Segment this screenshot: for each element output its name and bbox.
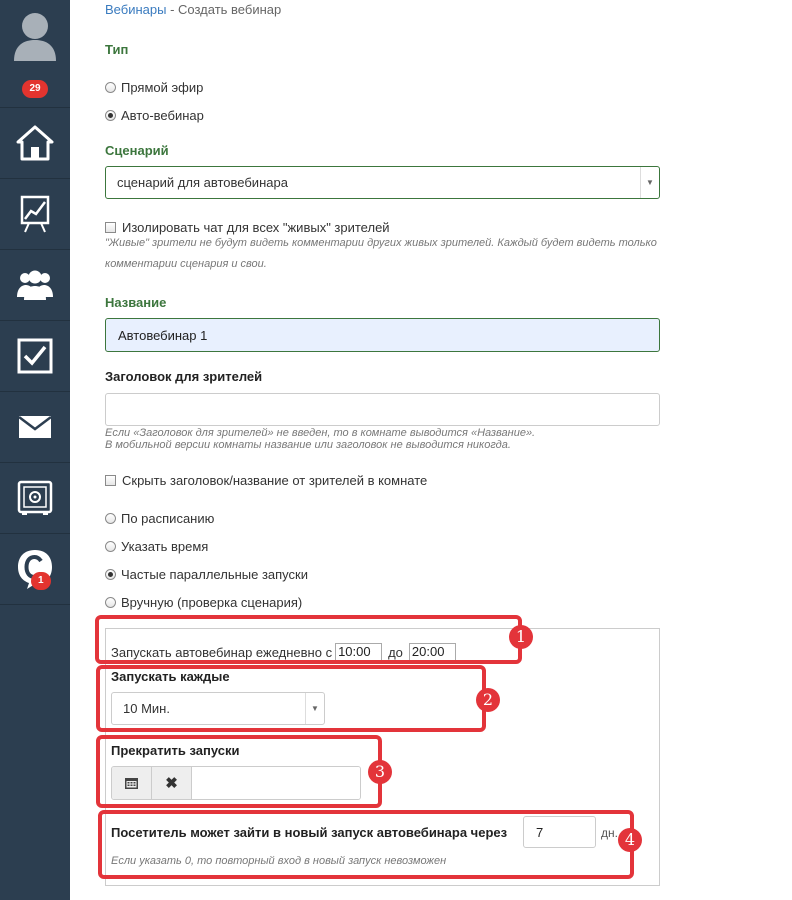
sidebar-item-mail[interactable] xyxy=(0,392,70,463)
radio-set-time-indicator[interactable] xyxy=(105,541,116,552)
annotation-box-3 xyxy=(96,735,382,808)
radio-live-indicator[interactable] xyxy=(105,82,116,93)
radio-by-schedule-indicator[interactable] xyxy=(105,513,116,524)
reentry-label: Посетитель может зайти в новый запуск автовебинара через xyxy=(111,825,508,840)
viewer-title-label: Заголовок для зрителей xyxy=(105,369,263,384)
breadcrumb-current: Создать вебинар xyxy=(178,2,282,17)
chevron-down-icon: ▼ xyxy=(305,693,324,724)
radio-frequent-parallel-label: Частые параллельные запуски xyxy=(121,567,308,582)
chart-icon xyxy=(19,195,51,233)
radio-manual-label: Вручную (проверка сценария) xyxy=(121,595,303,610)
radio-manual[interactable] xyxy=(105,595,302,610)
hide-title-label: Скрыть заголовок/название от зрителей в комнате xyxy=(122,473,428,488)
type-label: Тип xyxy=(105,42,129,57)
daily-middle-label: до xyxy=(388,644,403,660)
avatar[interactable] xyxy=(0,0,70,70)
isolate-chat-hint-line2: комментарии сценария и свои. xyxy=(105,258,267,270)
name-label: Название xyxy=(105,295,167,310)
close-icon: ✖ xyxy=(165,775,178,792)
breadcrumb-separator: - xyxy=(166,2,179,17)
radio-live[interactable] xyxy=(105,80,203,95)
radio-set-time-label: Указать время xyxy=(121,539,209,554)
daily-launch-prefix: Запускать автовебинар ежедневно с xyxy=(111,644,333,660)
annotation-number-4: 4 xyxy=(618,828,642,852)
hide-title-checkbox-row[interactable] xyxy=(105,473,427,488)
reentry-hint: Если указать 0, то повторный вход в новый запуск невозможен xyxy=(111,855,447,867)
viewer-title-hint xyxy=(105,427,535,451)
name-input-value: Автовебинар 1 xyxy=(118,328,208,343)
radio-by-schedule[interactable] xyxy=(105,511,214,526)
radio-auto-indicator[interactable] xyxy=(105,110,116,121)
viewer-title-input[interactable] xyxy=(105,393,660,426)
launch-every-value: 10 Мин. xyxy=(123,701,170,716)
annotation-box-4 xyxy=(98,810,634,879)
annotation-number-2: 2 xyxy=(476,688,500,712)
notification-count-badge: 29 xyxy=(22,80,47,98)
sidebar-item-users[interactable] xyxy=(0,250,70,321)
radio-auto[interactable] xyxy=(105,108,204,123)
launch-every-label: Запускать каждые xyxy=(111,669,230,684)
annotation-box-1 xyxy=(95,615,522,664)
isolate-chat-checkbox-row[interactable] xyxy=(105,220,390,235)
chevron-down-icon: ▼ xyxy=(640,167,659,198)
isolate-chat-checkbox[interactable] xyxy=(105,222,116,233)
radio-auto-label: Авто-вебинар xyxy=(121,108,204,123)
hide-title-checkbox[interactable] xyxy=(105,475,116,486)
annotation-number-1: 1 xyxy=(509,625,533,649)
sidebar-item-home[interactable] xyxy=(0,108,70,179)
daily-from-input[interactable]: 10:00 xyxy=(335,643,382,661)
mail-icon xyxy=(18,415,52,439)
viewer-title-hint-line1: Если «Заголовок для зрителей» не введен, то в комнате выводится «Название». xyxy=(105,427,536,439)
annotation-number-3: 3 xyxy=(368,760,392,784)
isolate-chat-hint-line1: "Живые" зрители не будут видеть комментарии других живых зрителей. Каждый будет видеть только xyxy=(105,237,657,249)
radio-set-time[interactable] xyxy=(105,539,208,554)
chat-count-badge: 1 xyxy=(31,572,51,590)
reentry-days-value: 7 xyxy=(536,825,544,840)
tasks-icon xyxy=(17,338,53,374)
radio-frequent-parallel-indicator[interactable] xyxy=(105,569,116,580)
sidebar xyxy=(0,0,70,900)
breadcrumb xyxy=(105,2,281,17)
home-icon xyxy=(16,125,54,161)
radio-by-schedule-label: По расписанию xyxy=(121,511,215,526)
notifications-item[interactable] xyxy=(0,70,70,108)
viewer-title-hint-line2: В мобильной версии комнаты название или заголовок не выводится никогда. xyxy=(105,439,511,451)
name-input[interactable] xyxy=(105,318,660,352)
radio-live-label: Прямой эфир xyxy=(121,80,204,95)
reentry-unit: дн. xyxy=(601,826,618,840)
sidebar-item-safe[interactable] xyxy=(0,463,70,534)
sidebar-item-tasks[interactable] xyxy=(0,321,70,392)
daily-to-input[interactable]: 20:00 xyxy=(409,643,456,661)
safe-icon xyxy=(17,480,53,516)
scenario-label: Сценарий xyxy=(105,143,169,158)
isolate-chat-label: Изолировать чат для всех "живых" зрителей xyxy=(122,220,390,235)
isolate-chat-hint xyxy=(105,234,657,273)
users-icon xyxy=(16,269,54,301)
scenario-select[interactable] xyxy=(105,166,660,199)
radio-manual-indicator[interactable] xyxy=(105,597,116,608)
radio-frequent-parallel[interactable] xyxy=(105,567,308,582)
breadcrumb-webinars-link[interactable]: Вебинары xyxy=(105,2,167,17)
sidebar-item-chat[interactable] xyxy=(0,534,70,605)
user-avatar-icon xyxy=(12,9,58,61)
stop-launches-label: Прекратить запуски xyxy=(111,743,240,758)
scenario-select-value: сценарий для автовебинара xyxy=(117,175,288,190)
annotation-box-2 xyxy=(96,665,486,732)
sidebar-item-stats[interactable] xyxy=(0,179,70,250)
